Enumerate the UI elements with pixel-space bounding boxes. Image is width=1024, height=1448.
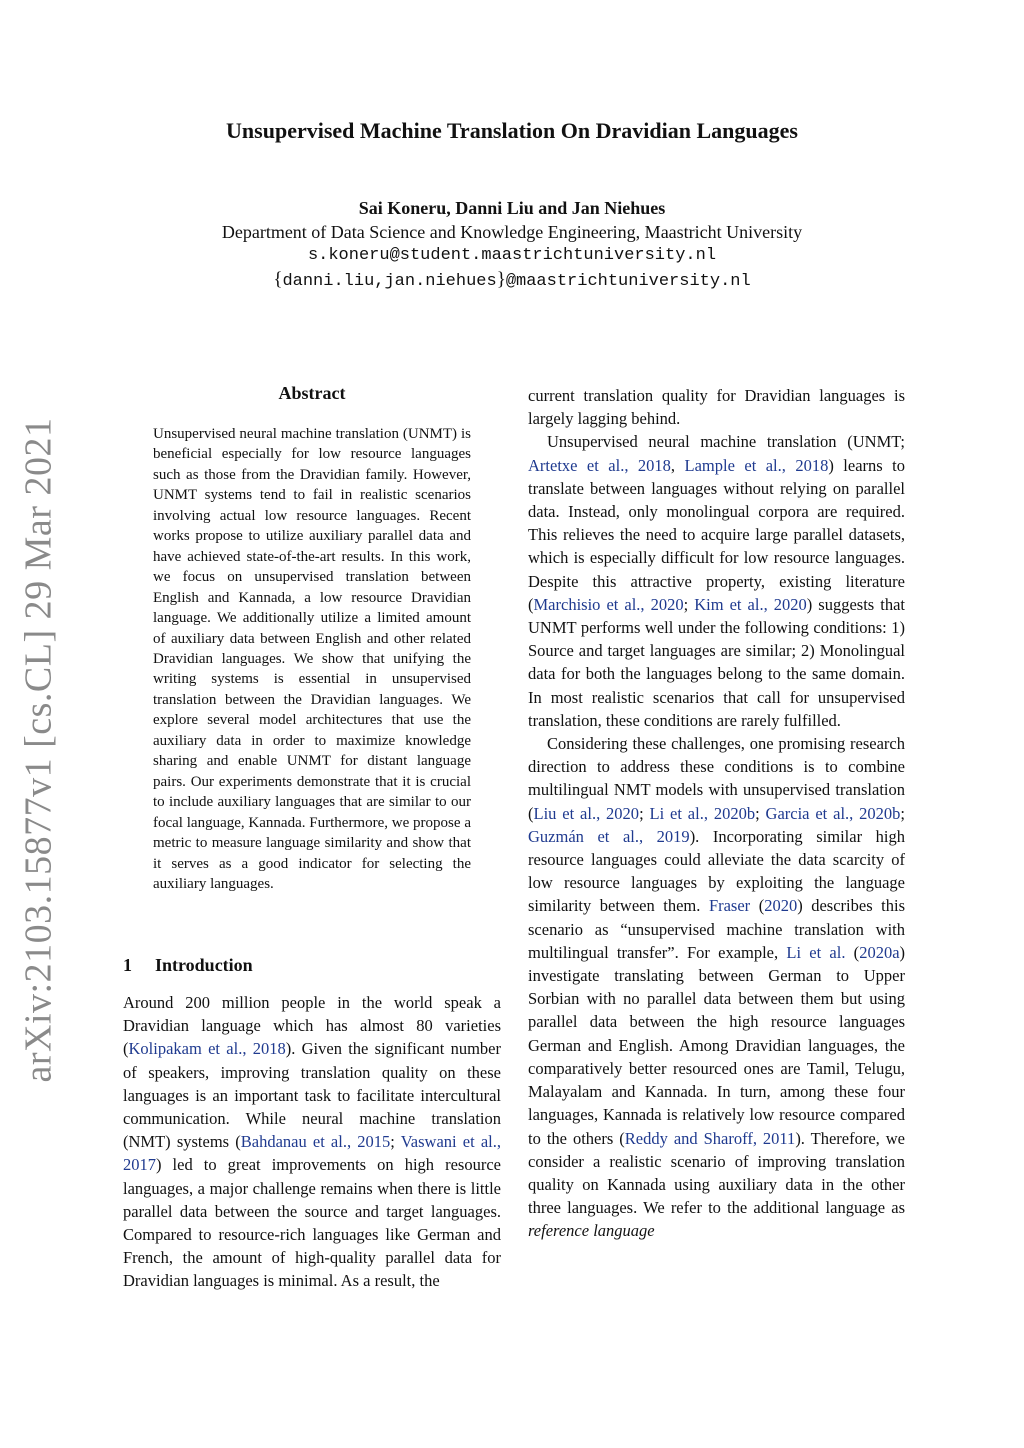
text-run: ) investigate translating between German to Upper Sorbian with no parallel data between them but using parallel data between the high resource languages German and English. Among Dravidian languages, the comparatively better resourced ones are Tamil, Telugu, Malayalam and Kannada. In turn, among these four languages, Kannada is relatively low resource compared to the others ( (528, 942, 906, 1148)
paragraph-continuation: current translation quality for Dravidian languages is largely lagging behind. (528, 386, 905, 429)
abstract-body: Unsupervised neural machine translation (UNMT) is beneficial especially for low resource languages such as those from the Dravidian family. However, UNMT systems tend to fail in realistic scenarios involving actual low resource languages. Recent works propose to utilize auxiliary parallel data and have achieved state-of-the-art results. In this work, we focus on unsupervised translation between English and Kannada, a low resource Dravidian language. We additionally utilize a limited amount of auxiliary data between English and other related Dravidian languages. We show that unifying the writing systems is essential in unsupervised translation between the Dravidian languages. We explore several model architectures that use the auxiliary data in order to maximize knowledge sharing and enable UNMT for distant language pairs. Our experiments demonstrate that it is crucial to include auxiliary languages that are similar to our focal language, Kannada. Furthermore, we propose a metric to measure language similarity and show that it serves as a good indicator for selecting the auxiliary languages. (153, 426, 471, 892)
text-run: , (670, 455, 685, 475)
section-heading-introduction (123, 955, 253, 976)
author-block (0, 196, 1024, 294)
text-run: ; (683, 594, 695, 614)
text-run: ; (755, 803, 766, 823)
text-run: ; (390, 1132, 401, 1152)
abstract-heading: Abstract (278, 383, 346, 403)
text-run: ; (639, 803, 650, 823)
email-domain: @maastrichtuniversity.nl (505, 272, 751, 291)
text-run: Considering these challenges, one promising research direction to address these conditions is to combine multilingual NMT models with unsupervised translation ( (528, 734, 905, 823)
text-run: Around 200 million people in the world speak a Dravidian language which has almost 80 varieties ( (123, 993, 501, 1059)
citation-link[interactable]: Fraser (708, 896, 751, 916)
text-run: ) describes this scenario as “unsupervised machine translation with multilingual transfer”. For example, (528, 896, 905, 962)
author-names: Sai Koneru, Danni Liu and Jan Niehues (358, 198, 666, 218)
citation-link[interactable]: Artetxe et al., 2018 (528, 455, 671, 475)
citation-link[interactable]: Vaswani et al., 2017 (123, 1132, 502, 1175)
citation-link[interactable]: Lample et al., 2018 (684, 455, 829, 475)
text-run: ; (900, 803, 905, 823)
text-run: ) learns to translate between languages without relying on parallel data. Instead, only monolingual corpora are required. This relieves the need to acquire large parallel datasets, which is especially difficult for low resource languages. Despite this attractive property, existing literature ( (528, 455, 906, 614)
email-line-2[interactable] (0, 268, 1024, 294)
text-run: ) suggests that UNMT performs well under the following conditions: 1) Source and target languages are similar; 2) Monolingual data for both the languages belong to the same domain. In most realistic scenarios that call for unsupervised translation, these conditions are rarely fulfilled. (528, 594, 905, 730)
citation-link[interactable]: Kim et al., 2020 (694, 594, 807, 614)
section-number: 1 (123, 955, 132, 975)
text-run: ( (750, 896, 765, 916)
email-brace-close: } (496, 269, 506, 290)
arxiv-identifier-stamp (10, 417, 66, 1083)
text-run: Unsupervised neural machine translation (UNMT; (547, 432, 905, 452)
paper-title: Unsupervised Machine Translation On Dravidian Languages (226, 118, 798, 143)
citation-link[interactable]: Marchisio et al., 2020 (533, 594, 684, 614)
citation-link[interactable]: Reddy and Sharoff, 2011 (624, 1128, 796, 1148)
text-run: ). Incorporating similar high resource languages could alleviate the data scarcity of low resource languages by exploiting the language similarity between them. (528, 826, 905, 916)
citation-link[interactable]: Li et al. (786, 942, 846, 962)
citation-link[interactable]: Guzmán et al., 2019 (528, 826, 690, 846)
text-run: ). Therefore, we consider a realistic scenario of improving translation quality on Kannada using auxiliary data in the other three languages. We refer to the additional language as (528, 1128, 905, 1218)
email-line-1[interactable]: s.koneru@student.maastrichtuniversity.nl (307, 246, 717, 265)
citation-link[interactable]: Liu et al., 2020 (533, 803, 640, 823)
introduction-paragraph-1 (123, 991, 501, 1293)
citation-link[interactable]: Li et al., 2020b (649, 803, 756, 823)
citation-link[interactable]: Kolipakam et al., 2018 (128, 1039, 286, 1059)
affiliation: Department of Data Science and Knowledge Engineering, Maastricht University (221, 222, 803, 242)
text-run: ) led to great improvements on high resource languages, a major challenge remains when there is little parallel data between the source and target languages. Compared to resource-rich languages like German and French, the amount of high-quality parallel data for Dravidian languages is minimal. As a result, the (123, 1155, 501, 1291)
text-run: ( (845, 942, 860, 962)
right-column (528, 384, 905, 1243)
email-names: danni.liu,jan.niehues (282, 272, 497, 291)
text-run: ). Given the significant number of speakers, improving translation quality on these languages is an important task to facilitate intercultural communication. While neural machine translation (NMT) systems ( (123, 1039, 501, 1152)
citation-link[interactable]: 2020a (859, 942, 900, 962)
emphasized-term: reference language (528, 1221, 655, 1241)
email-brace-open: { (273, 269, 283, 290)
paragraph-unmt (528, 430, 905, 732)
citation-link[interactable]: 2020 (764, 896, 798, 916)
arxiv-identifier-text: arXiv:2103.15877v1 [cs.CL] 29 Mar 2021 (17, 417, 60, 1083)
citation-link[interactable]: Bahdanau et al., 2015 (240, 1132, 391, 1152)
paragraph-challenges (528, 732, 905, 1242)
citation-link[interactable]: Garcia et al., 2020b (765, 803, 901, 823)
section-title: Introduction (155, 955, 253, 975)
